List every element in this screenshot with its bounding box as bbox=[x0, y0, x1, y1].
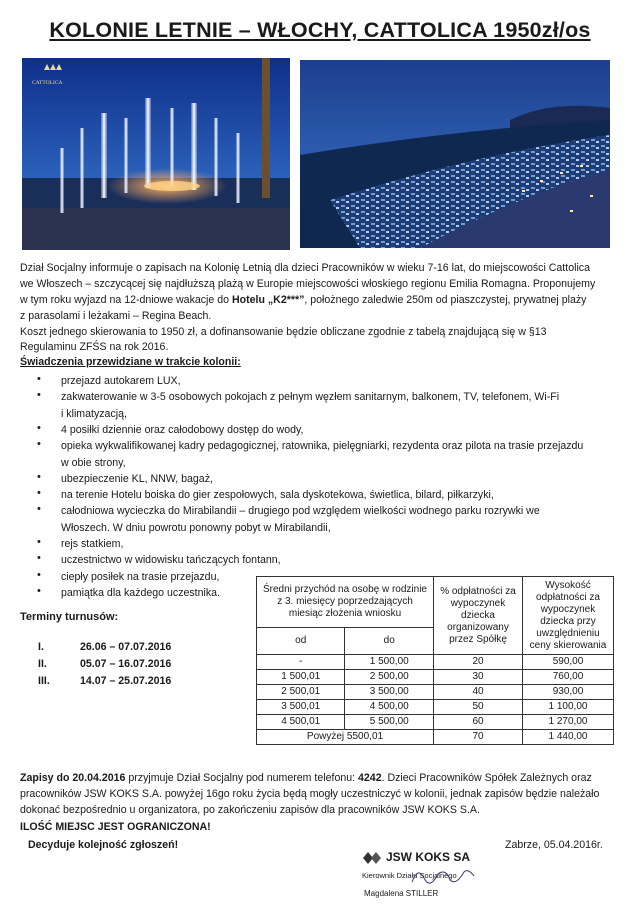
cost-line-2: Regulaminu ZFŚS na rok 2016. bbox=[20, 341, 169, 353]
place-date: Zabrze, 05.04.2016r. bbox=[505, 839, 603, 851]
bullet-icon: • bbox=[37, 389, 41, 402]
services-heading: Świadczenia przewidziane w trakcie kolonii: bbox=[20, 356, 241, 368]
header-text: dziecka przy bbox=[540, 615, 596, 627]
service-item: rejs statkiem, bbox=[61, 538, 124, 550]
terms-heading: Terminy turnusów: bbox=[20, 611, 119, 623]
company-stamp bbox=[356, 848, 476, 904]
table-cell: 30 bbox=[434, 670, 523, 685]
table-cell: 1 440,00 bbox=[523, 730, 614, 745]
header-text: Wysokość bbox=[545, 579, 591, 591]
limited-notice: ILOŚĆ MIEJSC JEST OGRANICZONA! bbox=[20, 821, 211, 833]
phone-number: 4242 bbox=[358, 772, 382, 784]
header-text: przez Spółkę bbox=[449, 633, 507, 645]
coast-photo bbox=[300, 60, 610, 248]
cost-line-1: Koszt jednego skierowania to 1950 zł, a dofinansowanie będzie obliczane zgodnie z tabelą znajdującą się w §13 bbox=[20, 326, 547, 338]
table-cell: 4 500,01 bbox=[257, 715, 345, 730]
intro-text: , położnego zaledwie 250m od piaszczystej, prywatnej plaży bbox=[304, 294, 587, 306]
table-cell: 40 bbox=[434, 685, 523, 700]
table-cell: 1 270,00 bbox=[523, 715, 614, 730]
table-row bbox=[257, 655, 614, 670]
service-item: pamiątka dla każdego uczestnika. bbox=[61, 586, 220, 599]
stamp-logo: JSW KOKS SA bbox=[386, 850, 471, 864]
service-item: Włoszech. W dniu powrotu ponowny pobyt w Mirabilandii, bbox=[61, 521, 331, 534]
header-text: miesiąc złożenia wniosku bbox=[288, 608, 402, 619]
service-item: ciepły posiłek na trasie przejazdu, bbox=[61, 570, 220, 583]
jsw-logo-icon bbox=[362, 850, 384, 866]
page-title: KOLONIE LETNIE – WŁOCHY, CATTOLICA 1950zł/os bbox=[49, 18, 591, 42]
header-text: organizowany bbox=[447, 621, 509, 633]
term-number: II. bbox=[38, 658, 47, 670]
bullet-icon: • bbox=[37, 536, 41, 548]
signup-deadline: Zapisy do 20.04.2016 bbox=[20, 772, 126, 784]
hotel-name: Hotelu „K2***” bbox=[231, 294, 305, 306]
table-cell: 1 500,00 bbox=[345, 655, 434, 670]
table-cell: 50 bbox=[434, 700, 523, 715]
header-text: uwzględnieniu bbox=[536, 627, 600, 639]
bullet-icon: • bbox=[37, 503, 41, 516]
service-item: w obie strony, bbox=[61, 456, 126, 469]
hotel-logo-text: CATTOLICA bbox=[32, 80, 63, 86]
table-cell: 930,00 bbox=[523, 685, 614, 700]
stamp-line-1: Kierownik Działu Socjalnego bbox=[362, 871, 457, 880]
table-row bbox=[257, 685, 614, 700]
term-number: I. bbox=[38, 641, 44, 653]
header-to: do bbox=[345, 628, 434, 655]
header-amount bbox=[523, 577, 614, 655]
service-item: uczestnictwo w widowisku tańczących fontann, bbox=[61, 554, 281, 567]
table-cell: 3 500,00 bbox=[345, 685, 434, 700]
intro-text: w tym roku wyjazd na 12-dniowe wakacje do bbox=[20, 294, 232, 306]
service-item: 4 posiłki dziennie oraz całodobowy dostęp do wody, bbox=[61, 423, 304, 436]
table-cell: 590,00 bbox=[523, 655, 614, 670]
signup-line-3: dokonać bezpośrednio u organizatora, po zakończeniu zapisów dla pracowników JSW KOKS S.A. bbox=[20, 804, 480, 816]
header-text: odpłatności za bbox=[536, 591, 600, 603]
service-item: ubezpieczenie KL, NNW, bagaż, bbox=[61, 472, 213, 485]
table-cell: 70 bbox=[434, 730, 523, 745]
term-number: III. bbox=[38, 675, 50, 687]
term-dates: 05.07 – 16.07.2016 bbox=[80, 658, 172, 670]
table-cell: 60 bbox=[434, 715, 523, 730]
table-cell: 2 500,01 bbox=[257, 685, 345, 700]
bullet-icon: • bbox=[37, 568, 41, 581]
intro-line-1: Dział Socjalny informuje o zapisach na Kolonię Letnią dla dzieci Pracowników w wieku 7-16 lat, do miejscowości Cattolica bbox=[20, 262, 590, 274]
table-cell: 3 500,01 bbox=[257, 700, 345, 715]
header-text: ceny skierowania bbox=[529, 639, 607, 651]
table-cell: 2 500,00 bbox=[345, 670, 434, 685]
service-item: na terenie Hotelu boiska do gier zespołowych, sala dyskotekowa, świetlica, bilard, piłkarzyki, bbox=[61, 489, 494, 502]
signup-text: . Dzieci Pracowników Spółek Zależnych oraz bbox=[381, 772, 592, 784]
header-text: wypoczynek bbox=[540, 603, 596, 615]
payment-table bbox=[256, 576, 614, 745]
bullet-icon: • bbox=[37, 438, 41, 451]
service-item: przejazd autokarem LUX, bbox=[61, 375, 181, 387]
header-text: Średni przychód na osobę w rodzinie bbox=[263, 584, 427, 595]
service-item: i klimatyzacją, bbox=[61, 407, 127, 420]
table-row bbox=[257, 730, 614, 745]
intro-line-2: we Włoszech – szczycącej się najdłuższą plażą w Europie miejscowości włoskiego regionu Emilia Romagna. Proponujemy bbox=[20, 278, 596, 290]
table-cell: Powyżej 5500,01 bbox=[257, 730, 434, 745]
bullet-icon: • bbox=[37, 487, 41, 500]
header-text: dziecka bbox=[461, 609, 495, 621]
signup-line-2: pracowników JSW KOKS S.A. powyżej 16go roku życia będą mogły uczestniczyć w kolonii, jednak zapisów będzie należało bbox=[20, 788, 600, 800]
header-from: od bbox=[257, 628, 345, 655]
table-row bbox=[257, 715, 614, 730]
header-text: z 3. miesięcy poprzedzających bbox=[277, 596, 413, 607]
table-row bbox=[257, 700, 614, 715]
bullet-icon: • bbox=[37, 552, 41, 565]
header-income bbox=[257, 577, 434, 628]
table-cell: 5 500,00 bbox=[345, 715, 434, 730]
signup-text: przyjmuje Dział Socjalny pod numerem telefonu: bbox=[125, 772, 359, 784]
bullet-icon: • bbox=[37, 470, 41, 483]
intro-line-3 bbox=[20, 293, 586, 308]
term-dates: 14.07 – 25.07.2016 bbox=[80, 675, 172, 687]
term-dates: 26.06 – 07.07.2016 bbox=[80, 641, 172, 653]
bullet-icon: • bbox=[37, 421, 41, 434]
order-notice: Decyduje kolejność zgłoszeń! bbox=[28, 839, 179, 851]
fountain-photo bbox=[22, 58, 290, 250]
table-cell: 760,00 bbox=[523, 670, 614, 685]
bullet-icon: • bbox=[37, 373, 41, 385]
service-item: całodniowa wycieczka do Mirabilandii – drugiego pod względem wielkości wodnego parku rozrywki we bbox=[61, 505, 540, 518]
intro-line-4: z parasolami i leżakami – Regina Beach. bbox=[20, 310, 212, 322]
table-row bbox=[257, 670, 614, 685]
table-cell: 1 500,01 bbox=[257, 670, 345, 685]
header-text: wypoczynek bbox=[450, 597, 506, 609]
header-text: % odpłatności za bbox=[440, 585, 516, 597]
table-cell: - bbox=[257, 655, 345, 670]
table-cell: 4 500,00 bbox=[345, 700, 434, 715]
bullet-icon: • bbox=[37, 584, 41, 597]
service-item: zakwaterowanie w 3-5 osobowych pokojach z pełnym węzłem sanitarnym, balkonem, TV, telefonem, Wi-Fi bbox=[61, 391, 560, 404]
table-cell: 1 100,00 bbox=[523, 700, 614, 715]
stamp-line-2: Magdalena STILLER bbox=[364, 889, 439, 898]
signup-line-1 bbox=[20, 771, 592, 786]
signature bbox=[408, 864, 478, 890]
header-percent bbox=[434, 577, 523, 655]
service-item: opieka wykwalifikowanej kadry pedagogicznej, ratownika, pielęgniarki, rezydenta oraz pilota na trasie przejazdu bbox=[61, 440, 584, 453]
table-cell: 20 bbox=[434, 655, 523, 670]
